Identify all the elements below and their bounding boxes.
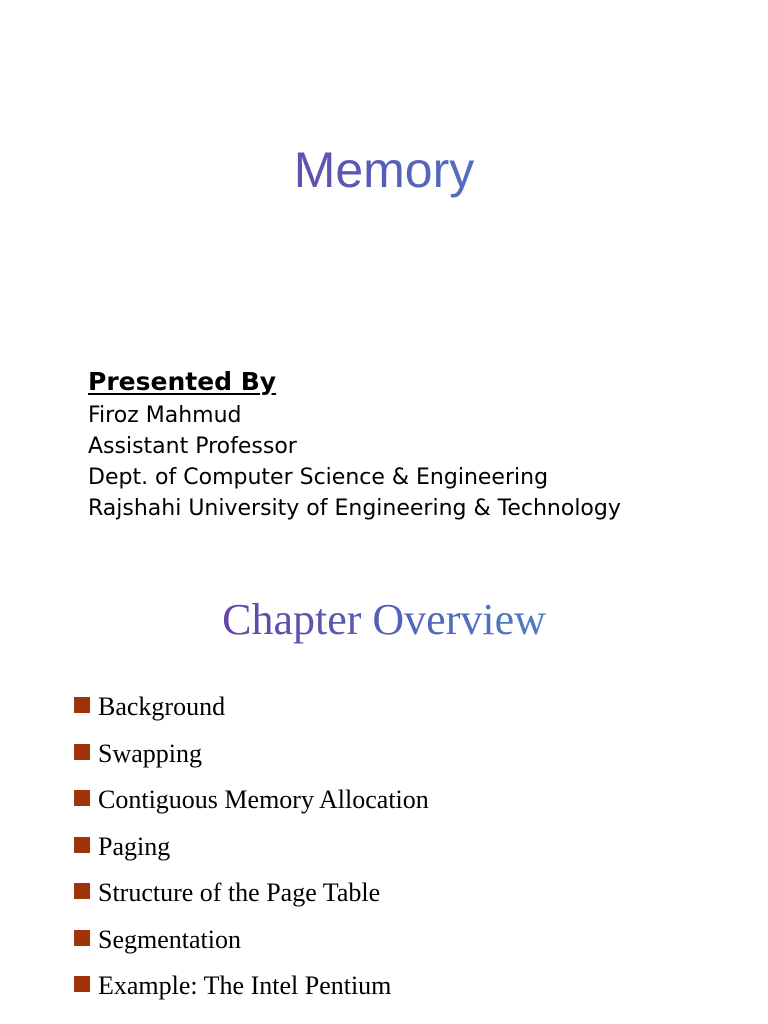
square-bullet-icon [74, 697, 90, 713]
presenter-block [88, 366, 728, 524]
list-item [74, 917, 734, 964]
square-bullet-icon [74, 930, 90, 946]
square-bullet-icon [74, 790, 90, 806]
square-bullet-icon [74, 744, 90, 760]
topic-label: Structure of the Page Table [98, 878, 381, 908]
topic-label: Segmentation [98, 924, 241, 954]
topic-label: Background [98, 692, 226, 722]
presenter-university: Rajshahi University of Engineering & Technology [88, 496, 621, 521]
list-item [74, 684, 734, 731]
chapter-topics-list [74, 684, 734, 1010]
square-bullet-icon [74, 976, 90, 992]
topic-label: Example: The Intel Pentium [98, 971, 392, 1001]
list-item [74, 777, 734, 824]
topic-label: Swapping [98, 738, 202, 768]
list-item [74, 824, 734, 871]
topic-label: Contiguous Memory Allocation [98, 785, 429, 815]
presenter-name: Firoz Mahmud [88, 403, 242, 428]
slide-title: Memory [0, 140, 768, 200]
square-bullet-icon [74, 837, 90, 853]
list-item [74, 963, 734, 1010]
presenter-department: Dept. of Computer Science & Engineering [88, 465, 549, 490]
presenter-position: Assistant Professor [88, 434, 297, 459]
presenter-heading: Presented By [88, 367, 277, 396]
square-bullet-icon [74, 883, 90, 899]
list-item [74, 870, 734, 917]
topic-label: Paging [98, 831, 171, 861]
list-item [74, 731, 734, 778]
chapter-title: Chapter Overview [0, 592, 768, 648]
